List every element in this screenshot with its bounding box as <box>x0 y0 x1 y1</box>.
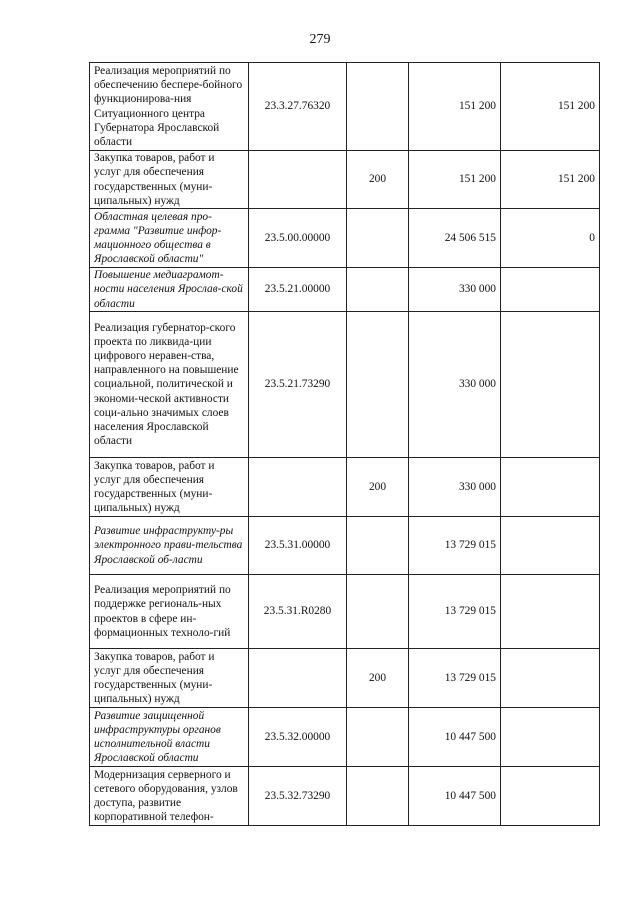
budget-table-body <box>90 63 600 826</box>
row-code: 23.5.32.73290 <box>249 767 347 826</box>
row-expense-type <box>347 268 409 312</box>
row-code: 23.5.32.00000 <box>249 708 347 767</box>
row-sum-2 <box>501 767 600 826</box>
table-row <box>90 151 600 209</box>
row-sum-1: 10 447 500 <box>409 767 501 826</box>
row-expense-type <box>347 63 409 151</box>
table-row <box>90 312 600 458</box>
budget-table <box>89 62 600 826</box>
row-sum-2 <box>501 708 600 767</box>
row-sum-1: 10 447 500 <box>409 708 501 767</box>
table-row <box>90 209 600 268</box>
row-name: Повышение медиаграмот-ности населения Ярослав-ской области <box>90 268 249 312</box>
table-row <box>90 63 600 151</box>
row-name: Реализация мероприятий по поддержке региональ-ных проектов в сфере ин-формационных техноло-гий <box>90 575 249 649</box>
row-sum-2: 151 200 <box>501 151 600 209</box>
row-sum-2 <box>501 268 600 312</box>
row-expense-type: 200 <box>347 458 409 517</box>
row-code: 23.5.00.00000 <box>249 209 347 268</box>
row-expense-type <box>347 767 409 826</box>
row-expense-type: 200 <box>347 151 409 209</box>
row-expense-type <box>347 708 409 767</box>
row-name: Закупка товаров, работ и услуг для обеспечения государственных (муни-ципальных) нужд <box>90 649 249 708</box>
table-row <box>90 767 600 826</box>
row-sum-1: 13 729 015 <box>409 575 501 649</box>
row-code: 23.5.21.00000 <box>249 268 347 312</box>
row-sum-1: 151 200 <box>409 151 501 209</box>
row-sum-1: 13 729 015 <box>409 649 501 708</box>
row-code <box>249 458 347 517</box>
row-sum-1: 330 000 <box>409 458 501 517</box>
row-name: Областная целевая про-грамма "Развитие инфор-мационного общества в Ярославской области" <box>90 209 249 268</box>
row-sum-2 <box>501 649 600 708</box>
row-sum-2: 151 200 <box>501 63 600 151</box>
page-number: 279 <box>309 32 331 47</box>
table-row <box>90 458 600 517</box>
row-name: Развитие инфраструкту-ры электронного прави-тельства Ярославской об-ласти <box>90 517 249 575</box>
row-name: Закупка товаров, работ и услуг для обеспечения государственных (муни-ципальных) нужд <box>90 458 249 517</box>
row-name: Реализация губернатор-ского проекта по ликвида-ции цифрового неравен-ства, направленного на повышение социальной, политической и экономи-ческой активности соци-ально значимых слоев населения Ярославской области <box>90 312 249 458</box>
row-expense-type: 200 <box>347 649 409 708</box>
row-code <box>249 151 347 209</box>
row-sum-2 <box>501 312 600 458</box>
row-sum-2 <box>501 517 600 575</box>
row-code: 23.3.27.76320 <box>249 63 347 151</box>
row-expense-type <box>347 517 409 575</box>
row-sum-1: 330 000 <box>409 268 501 312</box>
row-expense-type <box>347 575 409 649</box>
row-expense-type <box>347 209 409 268</box>
row-sum-1: 330 000 <box>409 312 501 458</box>
table-row <box>90 268 600 312</box>
row-code: 23.5.31.R0280 <box>249 575 347 649</box>
row-sum-2 <box>501 458 600 517</box>
table-row <box>90 708 600 767</box>
row-name: Развитие защищенной инфраструктуры органов исполнительной власти Ярославской области <box>90 708 249 767</box>
row-code: 23.5.31.00000 <box>249 517 347 575</box>
row-name: Реализация мероприятий по обеспечению беспере-бойного функционирова-ния Ситуационного центра Губернатора Ярославской области <box>90 63 249 151</box>
table-row <box>90 649 600 708</box>
row-sum-2: 0 <box>501 209 600 268</box>
row-sum-2 <box>501 575 600 649</box>
table-row <box>90 517 600 575</box>
row-code: 23.5.21.73290 <box>249 312 347 458</box>
row-sum-1: 151 200 <box>409 63 501 151</box>
row-sum-1: 13 729 015 <box>409 517 501 575</box>
row-code <box>249 649 347 708</box>
table-row <box>90 575 600 649</box>
row-name: Модернизация серверного и сетевого оборудования, узлов доступа, развитие корпоративной телефон- <box>90 767 249 826</box>
row-name: Закупка товаров, работ и услуг для обеспечения государственных (муни-ципальных) нужд <box>90 151 249 209</box>
row-sum-1: 24 506 515 <box>409 209 501 268</box>
row-expense-type <box>347 312 409 458</box>
